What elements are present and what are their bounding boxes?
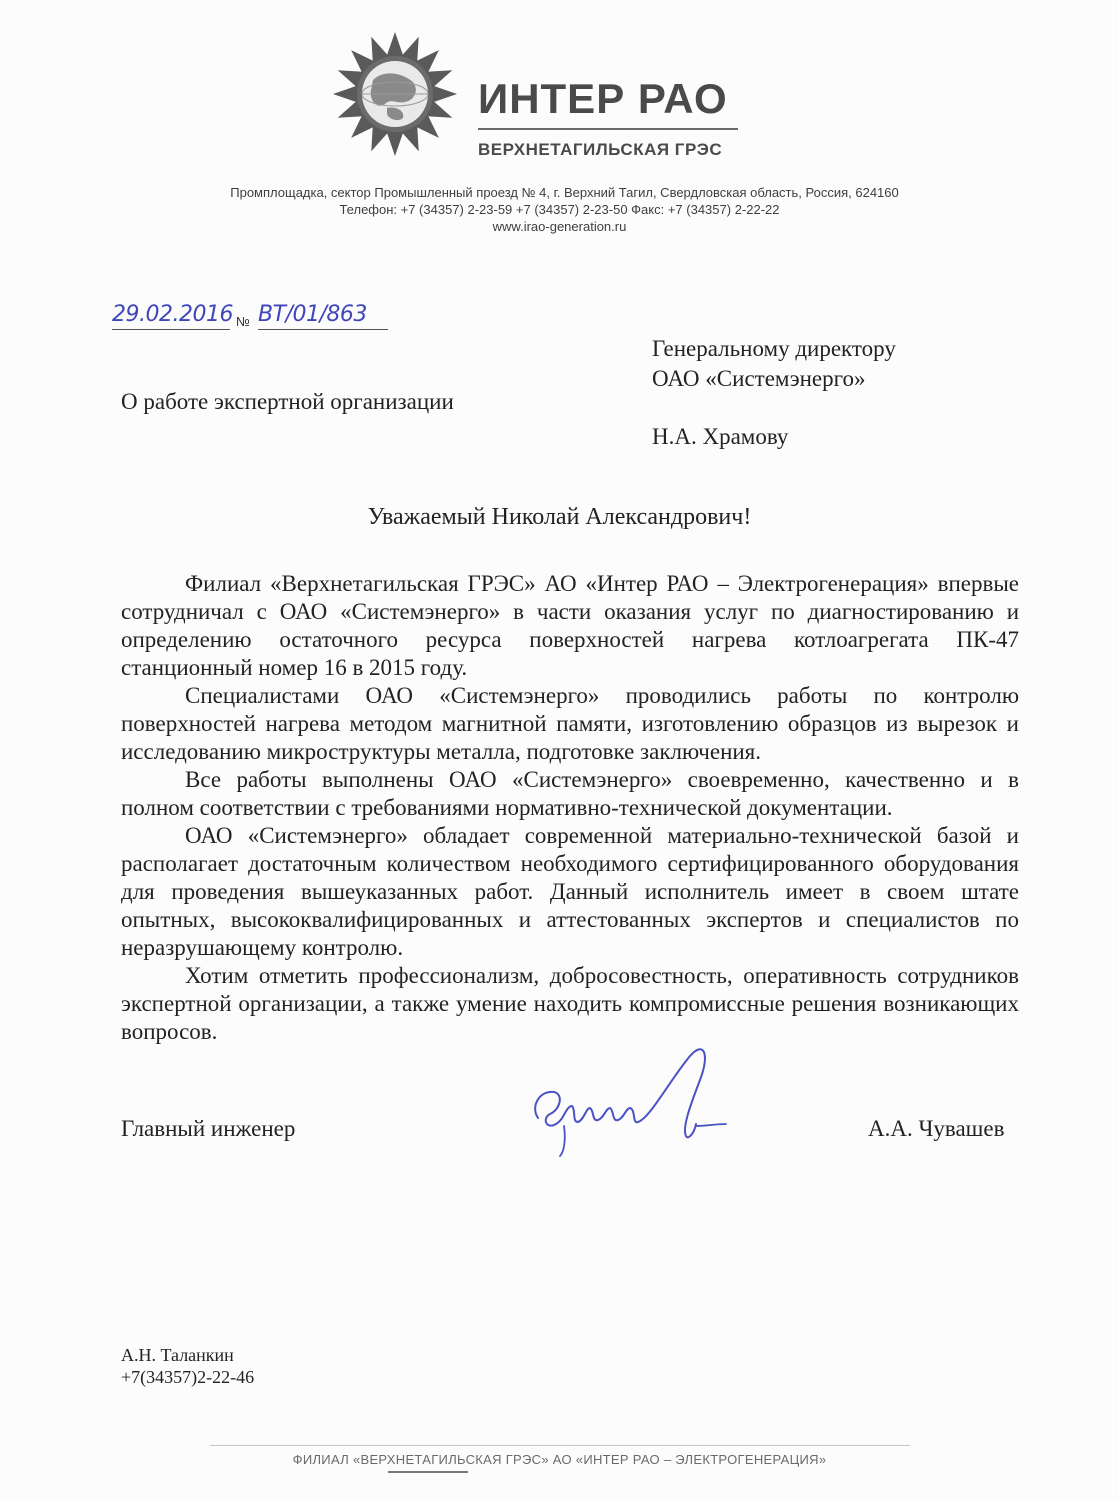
signatory-role: Главный инженер [121,1116,296,1141]
letter-footer: ФИЛИАЛ «ВЕРХНЕТАГИЛЬСКАЯ ГРЭС» АО «ИНТЕР РАО – ЭЛЕКТРОГЕНЕРАЦИЯ» [292,1452,827,1467]
brand-subtitle: ВЕРХНЕТАГИЛЬСКАЯ ГРЭС [478,140,723,159]
executor-phone: +7(34357)2-22-46 [121,1367,255,1387]
brand-name: ИНТЕР РАО [478,75,728,122]
addressee-block [652,334,896,452]
body-paragraph: ОАО «Системэнерго» обладает современной материально-технической базой и располагает достаточным количеством необходимого сертифицированного оборудования для проведения вышеуказанных работ. Данный исполнитель имеет в своем штате опытных, высококвалифицированных и аттестованных экспертов и специалистов по неразрушающему контролю. [121,823,1019,960]
brand-divider [478,128,738,130]
body-paragraph: Все работы выполнены ОАО «Системэнерго» своевременно, качественно и в полном соответствии с требованиями нормативно-технической документации. [121,767,1019,820]
addressee-organization: ОАО «Системэнерго» [652,366,866,391]
registration-line [112,302,412,336]
body-paragraph: Филиал «Верхнетагильская ГРЭС» АО «Интер РАО – Электрогенерация» впервые сотрудничал с ОАО «Системэнерго» в части оказания услуг по диагностированию и определению остаточного ресурса поверхностей нагрева котлоагрегата ПК-47 станционный номер 16 в 2015 году. [121,571,1019,680]
handwritten-signature-icon [520,1040,740,1160]
letter-body [121,570,1019,1046]
addressee-position: Генеральному директору [652,336,896,361]
number-sign: № [236,314,250,329]
letterhead-contacts [0,184,1119,235]
greeting: Уважаемый Николай Александрович! [367,504,752,530]
letterhead-address: Промплощадка, сектор Промышленный проезд № 4, г. Верхний Тагил, Свердловская область, Россия, 624160 [230,185,899,200]
footer-divider [210,1445,910,1446]
executor-name: А.Н. Таланкин [121,1345,234,1365]
letter-subject: О работе экспертной организации [121,389,454,414]
addressee-name: Н.А. Храмову [652,424,789,449]
footer-accent-line [388,1471,468,1473]
company-logo [330,28,750,168]
executor-block [121,1344,254,1388]
signatory-name: А.А. Чувашев [868,1116,1005,1141]
number-underline [258,329,388,330]
letterhead-website: www.irao-generation.ru [492,219,627,234]
date-underline [112,329,230,330]
registration-number: ВТ/01/863 [258,302,367,327]
registration-date: 29.02.2016 [112,302,233,327]
body-paragraph: Хотим отметить профессионализм, добросовестность, оперативность сотрудников экспертной организации, а также умение находить компромиссные решения возникающих вопросов. [121,963,1019,1044]
letterhead-phones: Телефон: +7 (34357) 2-23-59 +7 (34357) 2-23-50 Факс: +7 (34357) 2-22-22 [339,202,780,217]
body-paragraph: Специалистами ОАО «Системэнерго» проводились работы по контролю поверхностей нагрева методом магнитной памяти, изготовлению образцов из вырезок и исследованию микроструктуры металла, подготовке заключения. [121,683,1019,764]
sun-globe-logo-icon [330,28,460,158]
